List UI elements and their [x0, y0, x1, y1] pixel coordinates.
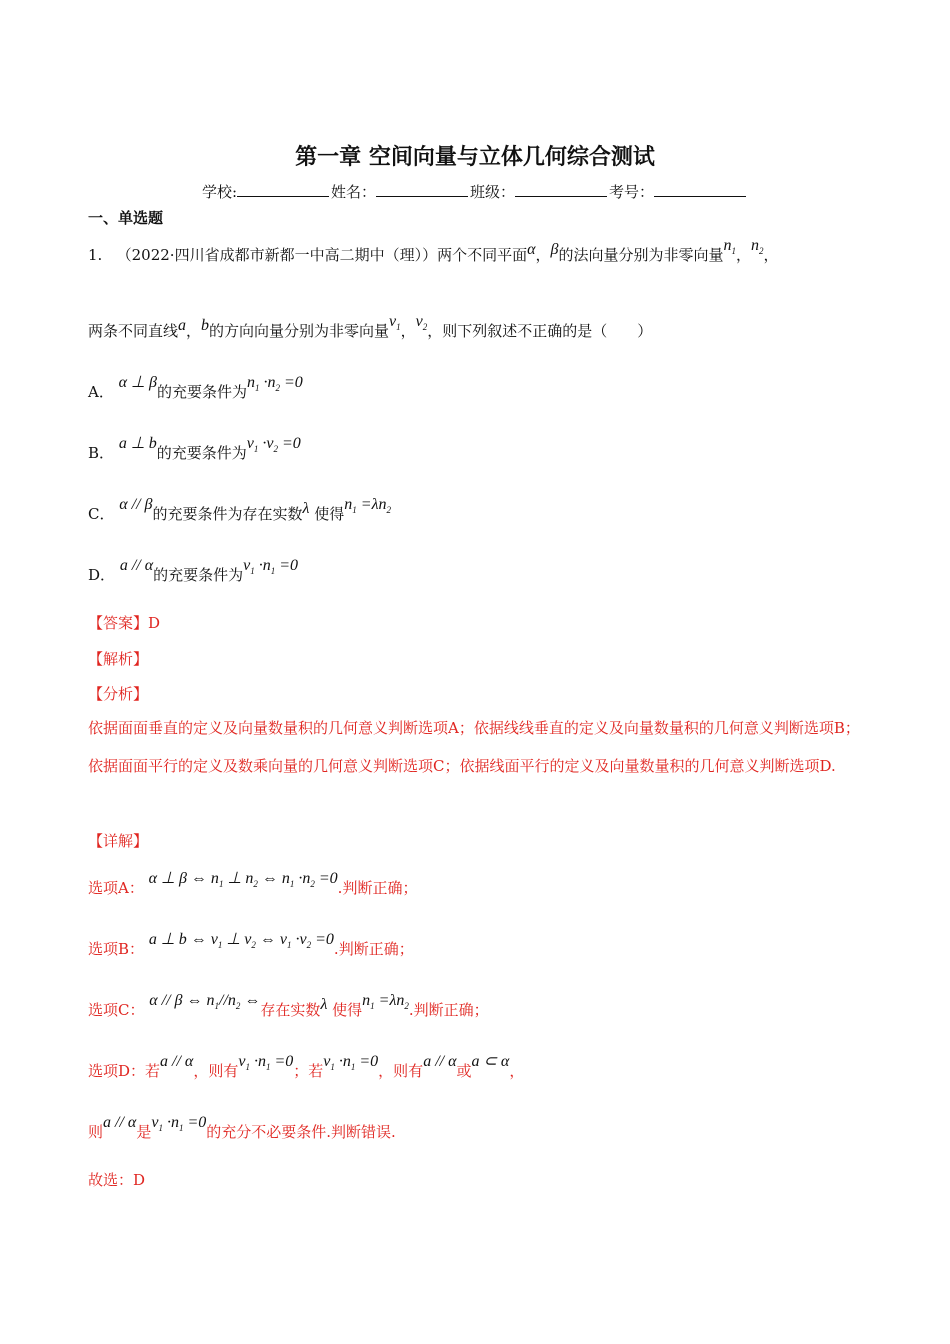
question-text-2c: ，则下列叙述不正确的是（ ） — [427, 322, 653, 340]
option-d[interactable] — [88, 557, 299, 586]
detail-option-c — [88, 992, 489, 1021]
option-c[interactable] — [88, 496, 392, 525]
then-3: 的充分不必要条件.判断错误. — [206, 1123, 396, 1141]
detail-b-label: 选项B： — [88, 940, 145, 958]
xiangjie-heading: 【详解】 — [88, 832, 149, 850]
option-a-text: 的充要条件为 — [156, 383, 247, 401]
detail-d-6: ， — [509, 1062, 525, 1080]
math-detail-d-5: a ⊂ α — [471, 1053, 510, 1070]
fenxi-heading: 【分析】 — [88, 685, 149, 703]
option-b[interactable] — [88, 435, 301, 464]
math-alpha-perp-beta: α ⊥ β — [118, 374, 157, 391]
school-blank[interactable] — [237, 182, 329, 197]
school-label: 学校: — [201, 183, 237, 201]
math-n1-eq-lambda-n2: $n_1 =\lambda n_2$ — [344, 496, 392, 516]
math-n2: $n_2$ — [751, 237, 764, 257]
math-detail-a: α ⊥ β ⇔ $n_1$ ⊥ $n_2$ ⇔ $n_1 \cdot n_2 =0$ — [148, 870, 338, 890]
detail-c-mid: 存在实数 — [260, 1001, 321, 1019]
name-blank[interactable] — [376, 182, 468, 197]
detail-d-4: ，则有 — [378, 1062, 424, 1080]
math-beta: β — [550, 241, 559, 258]
then-label: 则 — [88, 1123, 104, 1141]
math-alpha-parallel-beta: α // β — [119, 496, 153, 513]
math-detail-d-3: $v_1 \cdot n_1 =0$ — [323, 1053, 379, 1073]
page-title: 第一章 空间向量与立体几何综合测试 — [295, 145, 655, 170]
math-detail-d-2: $v_1 \cdot n_1 =0$ — [238, 1053, 294, 1073]
detail-d-5: 或 — [456, 1062, 472, 1080]
math-v2: $v_2$ — [415, 313, 428, 333]
option-a[interactable] — [88, 374, 303, 403]
math-n1-dot-n2: $n_1 \cdot n_2 =0$ — [246, 374, 303, 394]
question-text-2b: 的方向向量分别为非零向量 — [209, 322, 390, 340]
math-a: a — [178, 317, 187, 334]
option-c-text2: 使得 — [314, 505, 345, 523]
option-b-label: B． — [88, 444, 115, 462]
detail-option-b — [88, 931, 414, 960]
then-2: 是 — [136, 1123, 152, 1141]
detail-d-2: ，则有 — [193, 1062, 239, 1080]
detail-d-3: ；若 — [293, 1062, 324, 1080]
answer-line: 【答案】D — [88, 614, 161, 632]
option-c-label: C． — [88, 505, 115, 523]
detail-a-end: .判断正确； — [337, 879, 418, 897]
detail-b-end: .判断正确； — [333, 940, 414, 958]
section-heading: 一、单选题 — [88, 209, 164, 227]
math-v1-dot-n1: $v_1 \cdot n_1 =0$ — [243, 557, 299, 577]
math-alpha: α — [527, 241, 536, 258]
detail-c-mid2: 使得 — [332, 1001, 363, 1019]
option-a-label: A． — [88, 383, 114, 401]
math-a-parallel-alpha: a // α — [119, 557, 154, 574]
detail-option-a — [88, 870, 418, 899]
question-number: 1. — [88, 246, 103, 264]
final-answer: 故选：D — [88, 1171, 146, 1189]
question-line-2: 两条不同直线a，b的方向向量分别为非零向量$v_1$，$v_2$，则下列叙述不正确的是（ ） — [88, 313, 653, 340]
math-v1: $v_1$ — [389, 313, 401, 333]
option-b-text: 的充要条件为 — [156, 444, 247, 462]
class-label: 班级： — [470, 183, 516, 201]
math-conclusion-1: a // α — [103, 1114, 137, 1131]
detail-c-label: 选项C： — [88, 1001, 145, 1019]
math-v1-dot-v2: $v_1 \cdot v_2 =0$ — [246, 435, 301, 455]
math-detail-c: α // β ⇔ $n_1//n_2$ ⇔ — [149, 992, 261, 1012]
math-n1: $n_1$ — [723, 237, 736, 257]
math-b: b — [201, 317, 210, 334]
detail-conclusion — [88, 1114, 396, 1143]
math-detail-b: a ⊥ b ⇔ $v_1$ ⊥ $v_2$ ⇔ $v_1 \cdot v_2 =0$ — [148, 931, 334, 951]
analysis-paragraph: 依据面面垂直的定义及向量数量积的几何意义判断选项A；依据线线垂直的定义及向量数量积的几何意义判断选项B；依据面面平行的定义及数乘向量的几何意义判断选项C；依据线面平行的定义及向量数量积的几何意义判断选项D. — [88, 719, 860, 775]
detail-option-d — [88, 1053, 525, 1082]
math-lambda: λ — [302, 500, 310, 517]
detail-a-label: 选项A： — [88, 879, 144, 897]
number-label: 考号： — [609, 183, 655, 201]
detail-d-label: 选项D：若 — [88, 1062, 161, 1080]
detail-c-end: .判断正确； — [408, 1001, 489, 1019]
math-detail-c-lambda: λ — [320, 996, 328, 1013]
option-c-text: 的充要条件为存在实数 — [152, 505, 303, 523]
math-detail-c-eq: $n_1 =\lambda n_2$ — [362, 992, 409, 1012]
jiexi-heading: 【解析】 — [88, 650, 149, 668]
student-info-line — [0, 181, 950, 202]
math-detail-d-1: a // α — [160, 1053, 194, 1070]
math-a-perp-b: a ⊥ b — [118, 435, 157, 452]
option-d-text: 的充要条件为 — [153, 566, 244, 584]
question-source: （2022·四川省成都市新都一中高二期中（理））两个不同平面 — [116, 246, 528, 264]
math-conclusion-2: $v_1 \cdot n_1 =0$ — [151, 1114, 207, 1134]
question-text-1: 的法向量分别为非零向量 — [558, 246, 724, 264]
option-d-label: D． — [88, 566, 116, 584]
name-label: 姓名： — [331, 183, 377, 201]
number-blank[interactable] — [654, 182, 746, 197]
question-line-1: 1. （2022·四川省成都市新都一中高二期中（理））两个不同平面α，β的法向量分别为非零向量$n_1$，$n_2$， — [88, 237, 779, 264]
class-blank[interactable] — [515, 182, 607, 197]
math-detail-d-4: a // α — [423, 1053, 457, 1070]
question-text-2a: 两条不同直线 — [88, 322, 179, 340]
